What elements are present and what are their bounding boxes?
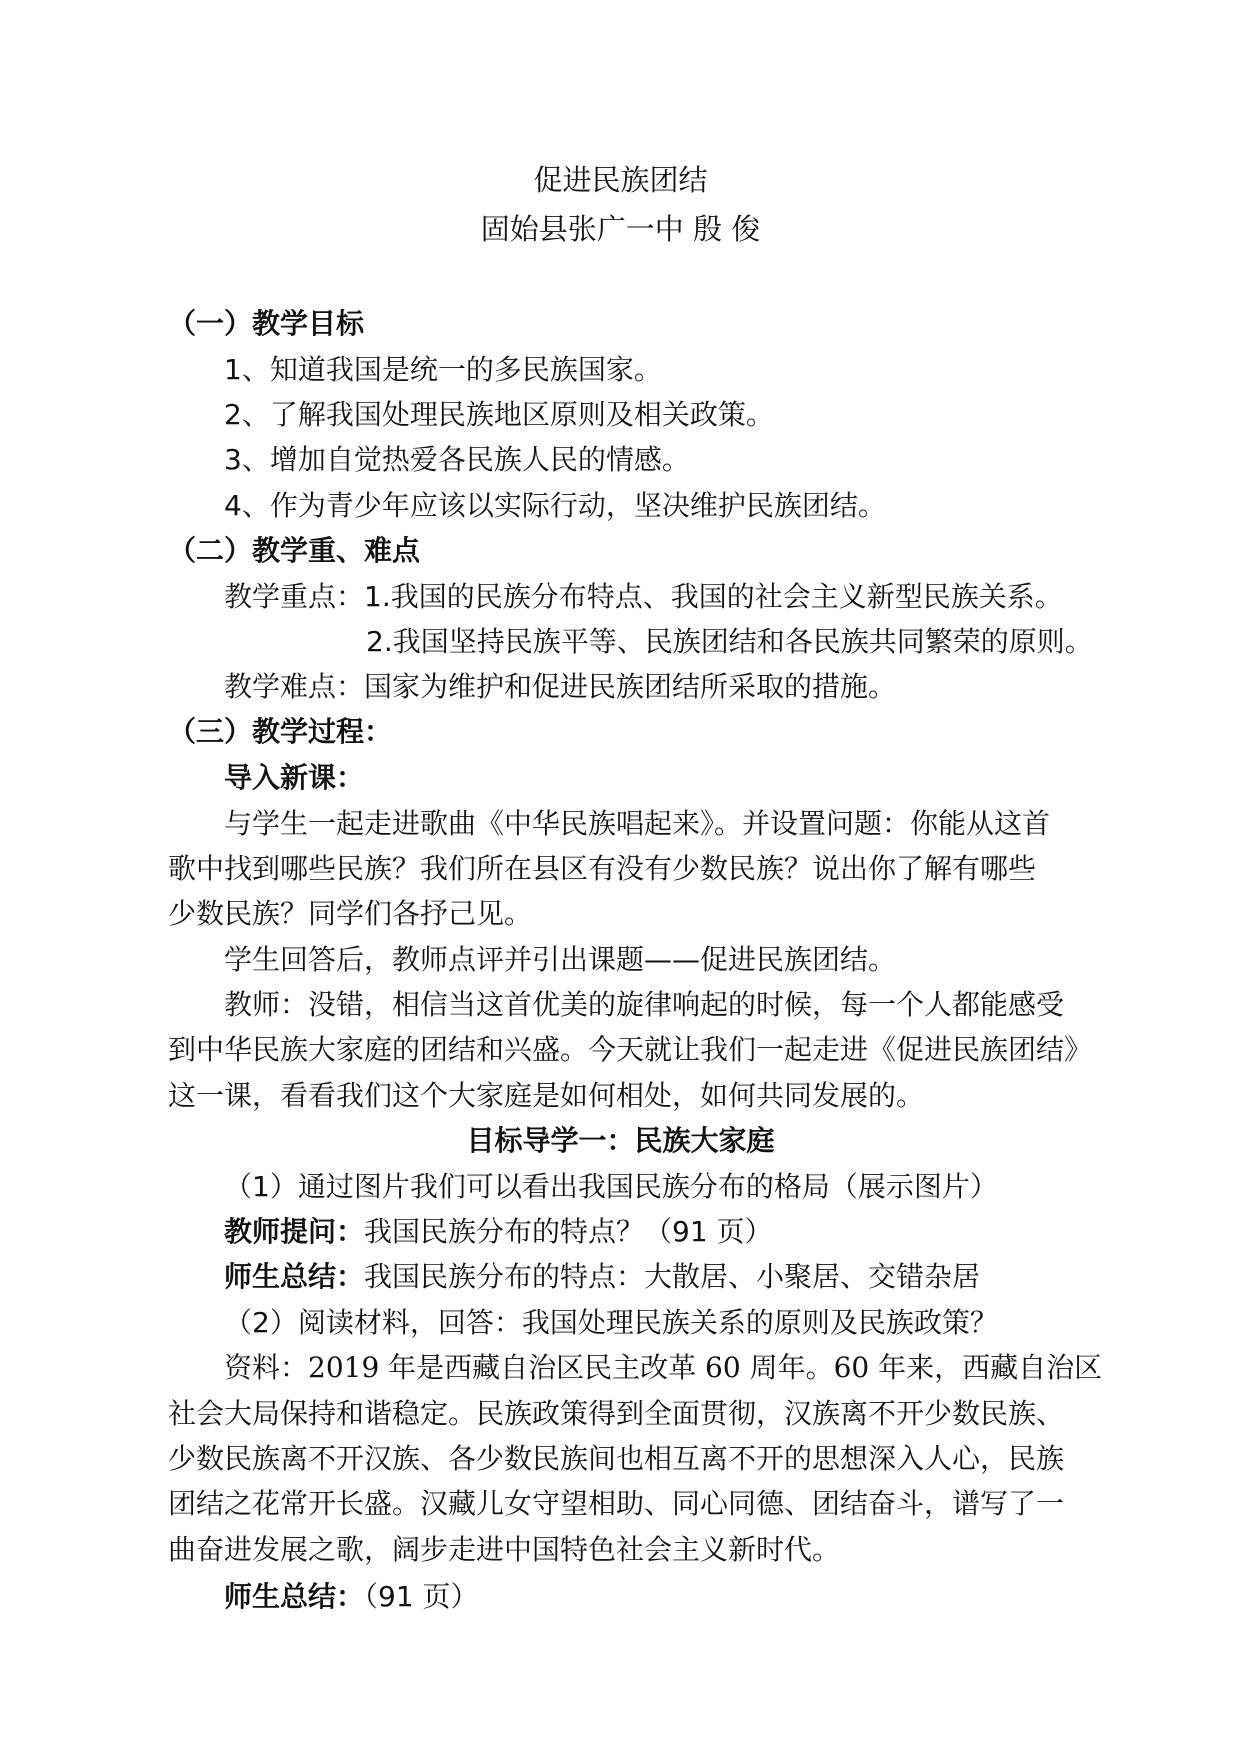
intro-heading: 导入新课： xyxy=(224,761,365,794)
summary xyxy=(224,1259,980,1295)
intro-paragraph-line: 与学生一起走进歌曲《中华民族唱起来》。并设置问题：你能从这首 xyxy=(224,807,1051,840)
teacher-paragraph-line: 教师：没错，相信当这首优美的旋律响起的时候，每一个人都能感受 xyxy=(224,988,1065,1021)
material-line: 社会大局保持和谐稳定。民族政策得到全面贯彻，汉族离不开少数民族、 xyxy=(168,1397,1065,1430)
document-author: 固始县张广一中 殷 俊 xyxy=(480,212,761,246)
question-label: 教师提问： xyxy=(224,1215,365,1248)
student-answer: 学生回答后，教师点评并引出课题——促进民族团结。 xyxy=(224,943,897,976)
teacher-question xyxy=(224,1214,773,1250)
goal-item-1: （1）通过图片我们可以看出我国民族分布的格局（展示图片） xyxy=(224,1170,998,1203)
intro-paragraph-line: 歌中找到哪些民族？我们所在县区有没有少数民族？说出你了解有哪些 xyxy=(168,852,1037,885)
section-heading-process: （三）教学过程： xyxy=(168,715,393,748)
document-title: 促进民族团结 xyxy=(533,163,708,197)
key-point-2: 2.我国坚持民族平等、民族团结和各民族共同繁荣的原则。 xyxy=(366,625,1093,658)
summary-2-text: （91 页） xyxy=(364,1580,479,1613)
objective-item: 4、作为青少年应该以实际行动，坚决维护民族团结。 xyxy=(224,489,886,522)
teacher-paragraph-line: 这一课，看看我们这个大家庭是如何相处，如何共同发展的。 xyxy=(168,1079,925,1112)
goal-item-2: （2）阅读材料，回答：我国处理民族关系的原则及民族政策？ xyxy=(224,1306,998,1339)
summary-2 xyxy=(224,1579,479,1615)
difficulty-point: 教学难点：国家为维护和促进民族团结所采取的措施。 xyxy=(224,670,897,703)
question-text: 我国民族分布的特点？（91 页） xyxy=(364,1215,773,1248)
objective-item: 3、增加自觉热爱各民族人民的情感。 xyxy=(224,443,690,476)
material-line: 资料：2019 年是西藏自治区民主改革 60 周年。60 年来，西藏自治区 xyxy=(224,1351,1103,1384)
material-line: 少数民族离不开汉族、各少数民族间也相互离不开的思想深入人心，民族 xyxy=(168,1442,1065,1475)
material-line: 曲奋进发展之歌，阔步走进中国特色社会主义新时代。 xyxy=(168,1533,841,1566)
summary-label: 师生总结： xyxy=(224,1260,365,1293)
summary-text: 我国民族分布的特点：大散居、小聚居、交错杂居 xyxy=(364,1260,981,1293)
intro-paragraph-line: 少数民族？同学们各抒己见。 xyxy=(168,897,533,930)
section-heading-key-points: （二）教学重、难点 xyxy=(168,534,421,567)
summary-2-label: 师生总结： xyxy=(224,1580,365,1613)
goal-heading: 目标导学一：民族大家庭 xyxy=(466,1124,775,1157)
key-point-1: 教学重点：1.我国的民族分布特点、我国的社会主义新型民族关系。 xyxy=(224,580,1063,613)
teacher-paragraph-line: 到中华民族大家庭的团结和兴盛。今天就让我们一起走进《促进民族团结》 xyxy=(168,1033,1093,1066)
objective-item: 2、了解我国处理民族地区原则及相关政策。 xyxy=(224,398,774,431)
section-heading-objectives: （一）教学目标 xyxy=(168,307,365,340)
material-line: 团结之花常开长盛。汉藏儿女守望相助、同心同德、团结奋斗，谱写了一 xyxy=(168,1487,1065,1520)
objective-item: 1、知道我国是统一的多民族国家。 xyxy=(224,353,662,386)
